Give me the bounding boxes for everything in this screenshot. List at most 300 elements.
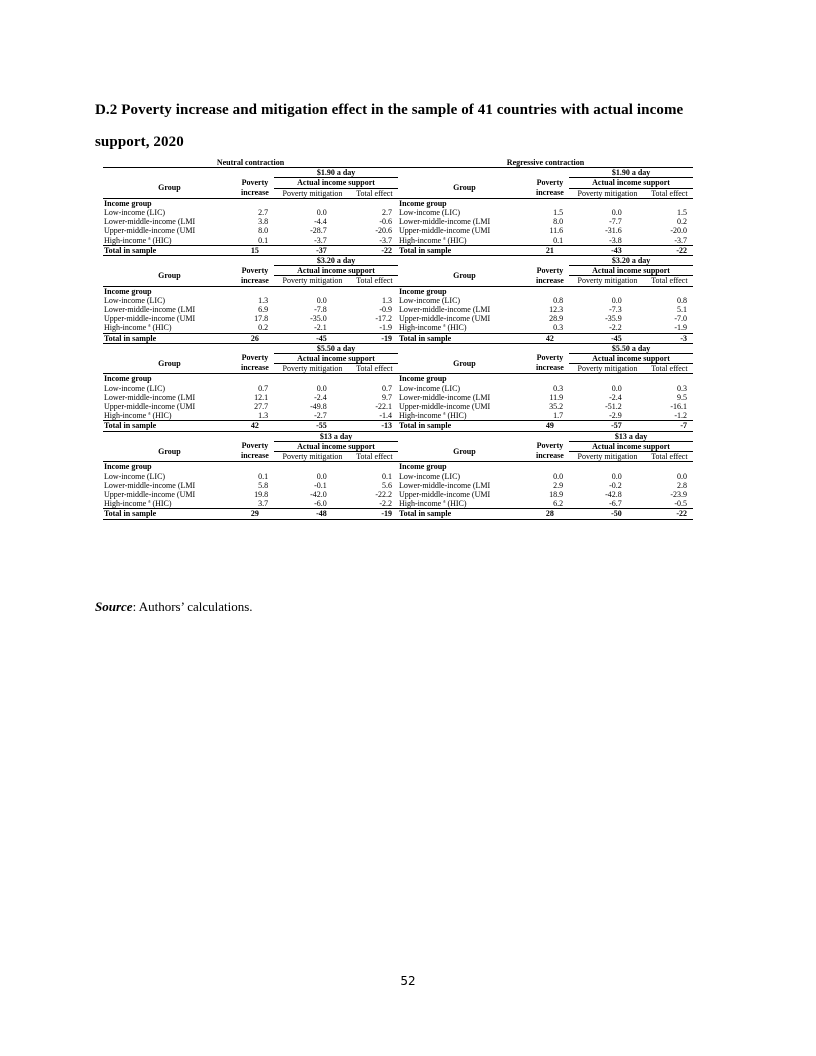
table-row [103, 217, 398, 226]
poverty-increase-value: 0.1 [553, 235, 564, 245]
total-effect-value: -0.6 [379, 217, 392, 227]
row-label-text: High-income [104, 411, 147, 421]
total-effect-value: -0.9 [379, 305, 392, 315]
total-effect-value: 0.0 [677, 471, 687, 481]
income-group-label: Income group [399, 286, 447, 296]
poverty-mitigation-value: -6.7 [609, 499, 622, 509]
row-label-superscript: a [148, 499, 151, 505]
row-label-text: High-income [104, 499, 147, 509]
total-poverty-mitigation: -57 [569, 421, 646, 431]
blank-cell [103, 431, 274, 441]
row-label: Lower-middle-income (LMI [399, 480, 491, 490]
neutral-contraction-table [103, 158, 398, 520]
row-label: Upper-middle-income (UMI [104, 402, 196, 412]
poverty-increase-value: 18.9 [549, 489, 564, 499]
total-effect-value: -1.4 [379, 411, 392, 421]
table-row [398, 384, 693, 393]
row-label: Lower-middle-income (LMI [399, 392, 491, 402]
total-effect: -3 [646, 333, 693, 343]
poverty-line-label: $5.50 a day [274, 343, 398, 353]
poverty-header: Poverty [241, 353, 269, 363]
poverty-increase-value: 8.0 [258, 226, 269, 236]
poverty-increase-value: 3.8 [258, 217, 269, 227]
total-row-label: Total in sample [398, 509, 531, 519]
poverty-header: Poverty [536, 441, 564, 451]
row-label [103, 499, 236, 509]
income-group-label: Income group [399, 462, 447, 472]
poverty-mitigation-header: Poverty mitigation [569, 276, 646, 286]
poverty-mitigation-value: -35.9 [605, 314, 622, 324]
table-row [398, 208, 693, 217]
row-label-suffix: (HIC) [152, 323, 172, 333]
total-effect-value: -16.1 [670, 402, 687, 412]
table-row [103, 236, 398, 246]
poverty-mitigation-value: -2.2 [609, 323, 622, 333]
stats-table [103, 158, 398, 520]
total-effect: -19 [351, 333, 398, 343]
total-effect-value: 5.1 [677, 305, 687, 315]
row-label: Upper-middle-income (UMI [399, 489, 491, 499]
poverty-increase-value: 0.1 [258, 471, 269, 481]
poverty-mitigation-value: 0.0 [611, 208, 622, 218]
table-row [398, 481, 693, 490]
total-effect-value: -3.7 [379, 235, 392, 245]
poverty-increase-value: 1.3 [258, 411, 269, 421]
total-effect-header: Total effect [646, 276, 693, 286]
source-note [95, 599, 253, 615]
income-support-header: Actual income support [274, 266, 398, 276]
total-row-label: Total in sample [103, 421, 236, 431]
poverty-increase-value: 0.1 [258, 235, 269, 245]
poverty-mitigation-value: 0.0 [611, 471, 622, 481]
row-label-suffix: (HIC) [152, 411, 172, 421]
poverty-mitigation-value: -2.7 [314, 411, 327, 421]
total-effect-value: 9.7 [382, 392, 392, 402]
poverty-line-label: $3.20 a day [569, 256, 693, 266]
row-label: Upper-middle-income (UMI [104, 226, 196, 236]
poverty-mitigation-value: -2.9 [609, 411, 622, 421]
group-header: Group [103, 178, 236, 198]
row-label-suffix: (HIC) [447, 323, 467, 333]
poverty-increase-value: 5.8 [258, 480, 269, 490]
table-row [398, 314, 693, 323]
poverty-mitigation-value: -35.0 [310, 314, 327, 324]
total-effect-header: Total effect [646, 188, 693, 198]
total-poverty-increase: 49 [531, 421, 569, 431]
row-label-suffix: (HIC) [447, 235, 467, 245]
total-poverty-mitigation: -50 [569, 509, 646, 519]
table-row [103, 296, 398, 305]
total-row-label: Total in sample [103, 333, 236, 343]
contraction-title: Regressive contraction [506, 158, 585, 167]
row-label-suffix: (HIC) [152, 499, 172, 509]
blank-cell [398, 168, 569, 178]
poverty-increase-value: 17.8 [254, 314, 269, 324]
poverty-line-label: $1.90 a day [569, 168, 693, 178]
poverty-mitigation-value: -3.7 [314, 235, 327, 245]
total-poverty-mitigation: -48 [274, 509, 351, 519]
total-row-label: Total in sample [398, 333, 531, 343]
total-effect-value: -20.6 [375, 226, 392, 236]
total-effect-header: Total effect [351, 276, 398, 286]
poverty-mitigation-value: -49.8 [310, 402, 327, 412]
poverty-line-label: $5.50 a day [569, 343, 693, 353]
row-label: Lower-middle-income (LMI [104, 305, 196, 315]
row-label: Low-income (LIC) [399, 295, 461, 305]
group-header: Group [103, 266, 236, 286]
row-label-suffix: (HIC) [152, 235, 172, 245]
poverty-header: Poverty [536, 265, 564, 275]
total-effect-value: 2.8 [677, 480, 687, 490]
poverty-increase-value: 1.7 [553, 411, 564, 421]
total-effect-value: 0.3 [677, 383, 687, 393]
table-row [398, 490, 693, 499]
poverty-mitigation-value: -7.7 [609, 217, 622, 227]
source-text: : Authors’ calculations. [132, 599, 253, 614]
total-effect-value: -3.7 [674, 235, 687, 245]
total-effect-value: 0.2 [677, 217, 687, 227]
total-poverty-increase: 29 [236, 509, 274, 519]
poverty-mitigation-value: 0.0 [316, 208, 327, 218]
table-row [398, 411, 693, 421]
total-effect-value: 0.8 [677, 295, 687, 305]
poverty-increase-value: 0.0 [553, 471, 564, 481]
row-label: Upper-middle-income (UMI [399, 402, 491, 412]
total-effect-header: Total effect [646, 452, 693, 462]
table-row [398, 305, 693, 314]
blank-cell [103, 343, 274, 353]
blank-cell [398, 431, 569, 441]
poverty-increase-value: 12.3 [549, 305, 564, 315]
blank-cell [398, 343, 569, 353]
total-effect-value: 5.6 [382, 480, 392, 490]
poverty-mitigation-value: -2.1 [314, 323, 327, 333]
row-label-text: High-income [104, 323, 147, 333]
total-effect-value: 9.5 [677, 392, 687, 402]
total-poverty-increase: 42 [236, 421, 274, 431]
regressive-contraction-table [398, 158, 693, 520]
row-label: Upper-middle-income (UMI [399, 226, 491, 236]
group-header: Group [398, 441, 531, 461]
poverty-increase-value: 0.3 [553, 383, 564, 393]
poverty-header-increase: increase [531, 452, 569, 462]
total-poverty-mitigation: -37 [274, 245, 351, 255]
poverty-line-label: $13 a day [569, 431, 693, 441]
row-label: Lower-middle-income (LMI [104, 392, 196, 402]
income-support-header: Actual income support [274, 441, 398, 451]
row-label: Low-income (LIC) [399, 471, 461, 481]
row-label-superscript: a [148, 323, 151, 329]
poverty-increase-value: 12.1 [254, 392, 269, 402]
poverty-increase-value: 1.5 [553, 208, 564, 218]
total-effect-value: 2.7 [382, 208, 392, 218]
table-row [103, 384, 398, 393]
row-label [103, 323, 236, 333]
total-effect: -22 [351, 245, 398, 255]
poverty-header: Poverty [241, 441, 269, 451]
total-effect-value: -17.2 [375, 314, 392, 324]
poverty-increase-value: 27.7 [254, 402, 269, 412]
poverty-line-label: $1.90 a day [274, 168, 398, 178]
total-poverty-increase: 28 [531, 509, 569, 519]
group-header: Group [398, 178, 531, 198]
total-effect-value: 1.3 [382, 295, 392, 305]
table-row [398, 217, 693, 226]
row-label: Lower-middle-income (LMI [104, 480, 196, 490]
income-group-label: Income group [399, 198, 447, 208]
income-support-header: Actual income support [569, 266, 693, 276]
row-label: Low-income (LIC) [104, 208, 166, 218]
poverty-header-increase: increase [236, 364, 274, 374]
total-effect-header: Total effect [351, 188, 398, 198]
total-effect-value: 0.7 [382, 383, 392, 393]
row-label: Low-income (LIC) [104, 471, 166, 481]
total-effect-value: -2.2 [379, 499, 392, 509]
group-header: Group [103, 354, 236, 374]
total-row-label: Total in sample [398, 245, 531, 255]
table-row [398, 236, 693, 246]
poverty-mitigation-value: -7.3 [609, 305, 622, 315]
total-effect-value: 0.1 [382, 471, 392, 481]
row-label-superscript: a [443, 323, 446, 329]
blank-cell [103, 256, 274, 266]
row-label [398, 323, 531, 333]
poverty-increase-value: 6.2 [553, 499, 564, 509]
total-poverty-increase: 26 [236, 333, 274, 343]
total-effect: -22 [646, 509, 693, 519]
poverty-mitigation-value: -0.1 [314, 480, 327, 490]
row-label: Lower-middle-income (LMI [104, 217, 196, 227]
row-label [398, 411, 531, 421]
row-label: Low-income (LIC) [104, 383, 166, 393]
row-label: Low-income (LIC) [399, 208, 461, 218]
total-effect-header: Total effect [646, 364, 693, 374]
table-row [398, 472, 693, 481]
row-label-text: High-income [104, 235, 147, 245]
table-row [103, 402, 398, 411]
total-effect-value: -22.2 [375, 489, 392, 499]
poverty-increase-value: 8.0 [553, 217, 564, 227]
poverty-header-increase: increase [236, 452, 274, 462]
total-effect-value: -0.5 [674, 499, 687, 509]
poverty-increase-value: 28.9 [549, 314, 564, 324]
poverty-increase-value: 35.2 [549, 402, 564, 412]
poverty-mitigation-value: 0.0 [316, 471, 327, 481]
total-effect: -7 [646, 421, 693, 431]
table-row [398, 323, 693, 333]
poverty-mitigation-value: -28.7 [310, 226, 327, 236]
row-label-superscript: a [443, 235, 446, 241]
row-label: Low-income (LIC) [399, 383, 461, 393]
poverty-mitigation-header: Poverty mitigation [274, 276, 351, 286]
row-label: Upper-middle-income (UMI [104, 314, 196, 324]
poverty-increase-value: 11.6 [549, 226, 564, 236]
table-row [398, 499, 693, 509]
poverty-increase-value: 0.8 [553, 295, 564, 305]
total-effect: -22 [646, 245, 693, 255]
poverty-mitigation-value: -2.4 [609, 392, 622, 402]
row-label: Lower-middle-income (LMI [399, 217, 491, 227]
poverty-header-increase: increase [236, 188, 274, 198]
table-row [103, 481, 398, 490]
row-label: Upper-middle-income (UMI [399, 314, 491, 324]
row-label: Upper-middle-income (UMI [104, 489, 196, 499]
row-label [103, 411, 236, 421]
row-label-text: High-income [399, 323, 442, 333]
table-row [103, 314, 398, 323]
table-row [103, 411, 398, 421]
poverty-header-increase: increase [236, 276, 274, 286]
row-label [398, 499, 531, 509]
total-row-label: Total in sample [398, 421, 531, 431]
poverty-increase-value: 3.7 [258, 499, 269, 509]
income-group-label: Income group [104, 198, 152, 208]
table-row [103, 323, 398, 333]
row-label-suffix: (HIC) [447, 499, 467, 509]
table-row [398, 393, 693, 402]
poverty-mitigation-value: -0.2 [609, 480, 622, 490]
table-row [103, 490, 398, 499]
poverty-mitigation-value: -42.8 [605, 489, 622, 499]
poverty-mitigation-header: Poverty mitigation [274, 188, 351, 198]
poverty-increase-value: 6.9 [258, 305, 269, 315]
page-number: 52 [400, 974, 416, 988]
poverty-header: Poverty [241, 177, 269, 187]
page-title: D.2 Poverty increase and mitigation effect in the sample of 41 countries with actual income support, 2020 [95, 102, 684, 150]
group-header: Group [103, 441, 236, 461]
row-label-text: High-income [399, 235, 442, 245]
total-effect-value: 1.5 [677, 208, 687, 218]
poverty-mitigation-header: Poverty mitigation [569, 188, 646, 198]
poverty-line-label: $3.20 a day [274, 256, 398, 266]
poverty-increase-value: 1.3 [258, 295, 269, 305]
total-poverty-mitigation: -55 [274, 421, 351, 431]
total-poverty-mitigation: -43 [569, 245, 646, 255]
poverty-increase-value: 2.7 [258, 208, 269, 218]
poverty-header: Poverty [536, 353, 564, 363]
total-effect-value: -23.9 [670, 489, 687, 499]
income-group-label: Income group [104, 286, 152, 296]
poverty-mitigation-value: -4.4 [314, 217, 327, 227]
group-header: Group [398, 266, 531, 286]
total-poverty-increase: 21 [531, 245, 569, 255]
row-label-text: High-income [399, 411, 442, 421]
table-row [103, 472, 398, 481]
income-support-header: Actual income support [274, 354, 398, 364]
total-poverty-mitigation: -45 [569, 333, 646, 343]
poverty-mitigation-value: 0.0 [611, 295, 622, 305]
poverty-increase-value: 11.9 [549, 392, 564, 402]
poverty-increase-value: 0.3 [553, 323, 564, 333]
income-group-label: Income group [104, 374, 152, 384]
poverty-header: Poverty [241, 265, 269, 275]
blank-cell [398, 256, 569, 266]
poverty-mitigation-value: -3.8 [609, 235, 622, 245]
poverty-mitigation-value: 0.0 [316, 295, 327, 305]
poverty-mitigation-header: Poverty mitigation [274, 452, 351, 462]
row-label-superscript: a [443, 499, 446, 505]
poverty-mitigation-value: -51.2 [605, 402, 622, 412]
total-poverty-mitigation: -45 [274, 333, 351, 343]
poverty-header-increase: increase [531, 188, 569, 198]
total-effect-value: -1.9 [379, 323, 392, 333]
total-effect-value: -1.9 [674, 323, 687, 333]
group-header: Group [398, 354, 531, 374]
poverty-line-label: $13 a day [274, 431, 398, 441]
stats-table [398, 158, 693, 520]
poverty-header: Poverty [536, 177, 564, 187]
total-poverty-increase: 42 [531, 333, 569, 343]
total-poverty-increase: 15 [236, 245, 274, 255]
table-row [398, 296, 693, 305]
table-row [398, 226, 693, 235]
poverty-increase-value: 0.2 [258, 323, 269, 333]
poverty-mitigation-value: -31.6 [605, 226, 622, 236]
poverty-increase-value: 19.8 [254, 489, 269, 499]
contraction-title: Neutral contraction [216, 158, 285, 167]
row-label-superscript: a [443, 411, 446, 417]
poverty-mitigation-value: -7.8 [314, 305, 327, 315]
income-group-label: Income group [104, 462, 152, 472]
total-effect-header: Total effect [351, 452, 398, 462]
income-support-header: Actual income support [569, 178, 693, 188]
row-label-superscript: a [148, 411, 151, 417]
total-row-label: Total in sample [103, 509, 236, 519]
row-label-suffix: (HIC) [447, 411, 467, 421]
row-label-superscript: a [148, 235, 151, 241]
blank-cell [103, 168, 274, 178]
poverty-mitigation-header: Poverty mitigation [569, 364, 646, 374]
table-row [103, 208, 398, 217]
table-row [103, 499, 398, 509]
income-group-label: Income group [399, 374, 447, 384]
poverty-mitigation-value: 0.0 [316, 383, 327, 393]
poverty-mitigation-header: Poverty mitigation [569, 452, 646, 462]
poverty-mitigation-value: -6.0 [314, 499, 327, 509]
poverty-increase-value: 2.9 [553, 480, 564, 490]
row-label: Lower-middle-income (LMI [399, 305, 491, 315]
row-label: Low-income (LIC) [104, 295, 166, 305]
total-effect-value: -20.0 [670, 226, 687, 236]
source-label: Source [95, 599, 133, 614]
poverty-header-increase: increase [531, 364, 569, 374]
total-effect-value: -22.1 [375, 402, 392, 412]
table-row [398, 402, 693, 411]
total-effect-value: -1.2 [674, 411, 687, 421]
total-row-label: Total in sample [103, 245, 236, 255]
income-support-header: Actual income support [274, 178, 398, 188]
poverty-mitigation-header: Poverty mitigation [274, 364, 351, 374]
income-support-header: Actual income support [569, 354, 693, 364]
table-row [103, 393, 398, 402]
poverty-increase-value: 0.7 [258, 383, 269, 393]
row-label [398, 236, 531, 246]
total-effect-value: -7.0 [674, 314, 687, 324]
total-effect: -19 [351, 509, 398, 519]
poverty-mitigation-value: -42.0 [310, 489, 327, 499]
total-effect: -13 [351, 421, 398, 431]
table-row [103, 305, 398, 314]
row-label-text: High-income [399, 499, 442, 509]
income-support-header: Actual income support [569, 441, 693, 451]
table-row [103, 226, 398, 235]
poverty-tables [103, 158, 703, 578]
poverty-mitigation-value: 0.0 [611, 383, 622, 393]
row-label [103, 236, 236, 246]
poverty-header-increase: increase [531, 276, 569, 286]
poverty-mitigation-value: -2.4 [314, 392, 327, 402]
total-effect-header: Total effect [351, 364, 398, 374]
